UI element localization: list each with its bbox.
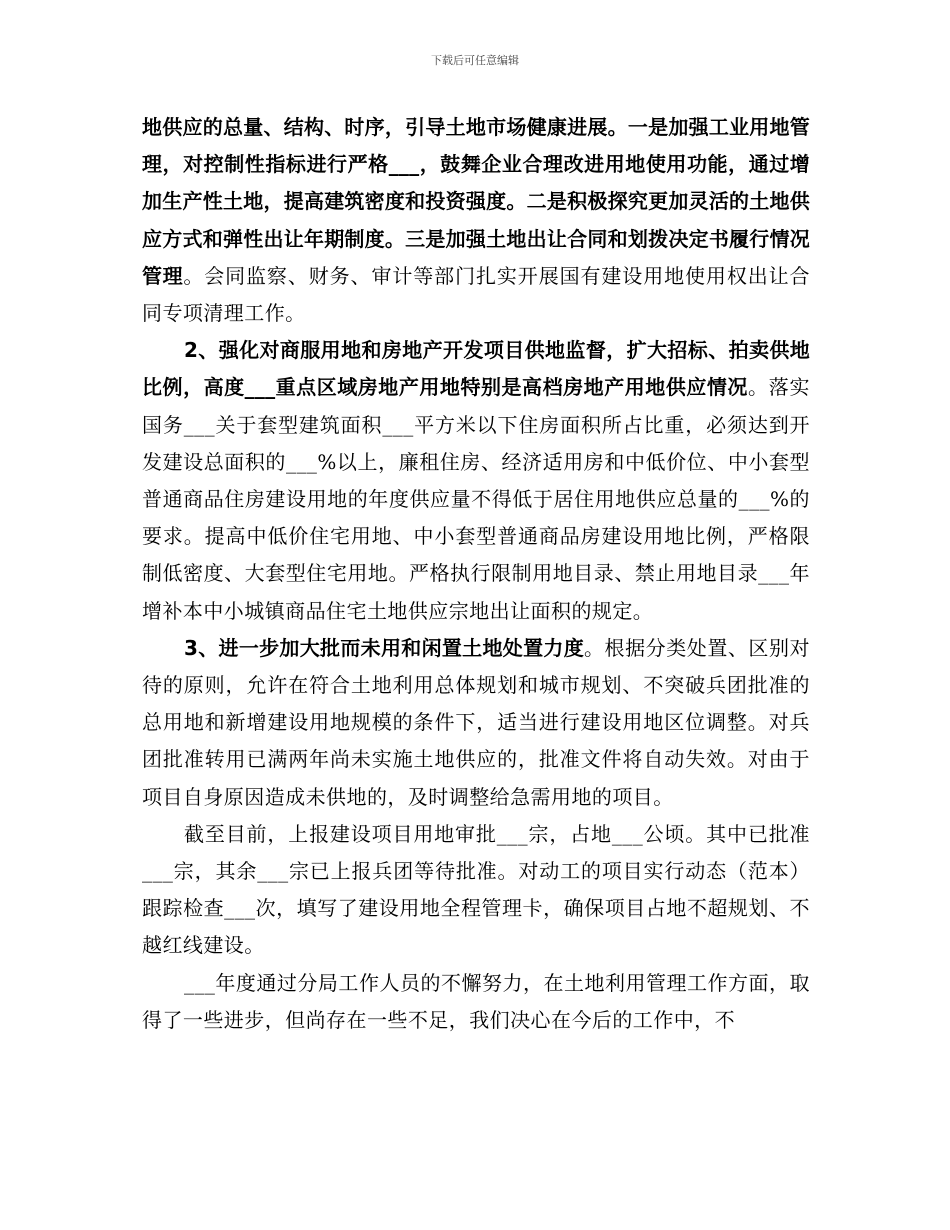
- paragraph-1: [142, 109, 810, 332]
- paragraph-text: 。根据分类处置、区别对待的原则，允许在符合土地利用总体规划和城市规划、不突破兵团批准的总用地和新增建设用地规模的条件下，适当进行建设用地区位调整。对兵团批准转用已满两年尚未实施土地供应的，批准文件将自动失效。对由于项目自身原因造成未供地的，及时调整给急需用地的项目。: [142, 635, 810, 809]
- paragraph-5: [142, 965, 810, 1039]
- paragraph-text: 。落实国务___关于套型建筑面积___平方米以下住房面积所占比重，必须达到开发建设总面积的___%以上，廉租住房、经济适用房和中低价位、中小套型普通商品住房建设用地的年度供应量不得低于居住用地供应总量的___%的要求。提高中低价住宅用地、中小套型普通商品房建设用地比例，严格限制低密度、大套型住宅用地。严格执行限制用地目录、禁止用地目录___年增补本中小城镇商品住宅土地供应宗地出让面积的规定。: [142, 375, 810, 623]
- page-header: 下载后可任意编辑: [431, 54, 519, 67]
- paragraph-text: 。会同监察、财务、审计等部门扎实开展国有建设用地使用权出让合同专项清理工作。: [142, 263, 810, 326]
- paragraph-text: ___年度通过分局工作人员的不懈努力，在土地利用管理工作方面，取得了一些进步，但尚存在一些不足，我们决心在今后的工作中，不: [142, 970, 810, 1032]
- paragraph-2: [142, 332, 810, 630]
- paragraph-bold-text: 2、强化对商服用地和房地产开发项目供地监督，扩大招标、拍卖供地比例，高度___重点区域房地产用地特别是高档房地产用地供应情况: [142, 338, 810, 400]
- paragraph-bold-text: 地供应的总量、结构、时序，引导土地市场健康进展。一是加强工业用地管理，对控制性指标进行严格___，鼓舞企业合理改进用地使用功能，通过增加生产性土地，提高建筑密度和投资强度。二是积极探究更加灵活的土地供应方式和弹性出让年期制度。三是加强土地出让合同和划拨决定书履行情况管理: [142, 115, 810, 288]
- paragraph-bold-text: 3、进一步加大批而未用和闲置土地处置力度: [184, 635, 584, 660]
- paragraph-text: 截至目前，上报建设项目用地审批___宗，占地___公顷。其中已批准___宗，其余___宗已上报兵团等待批准。对动工的项目实行动态（范本）跟踪检查___次，填写了建设用地全程管理卡，确保项目占地不超规划、不越红线建设。: [142, 821, 810, 958]
- paragraph-4: [142, 816, 810, 965]
- paragraph-3: [142, 630, 810, 816]
- document-body: [142, 109, 810, 1039]
